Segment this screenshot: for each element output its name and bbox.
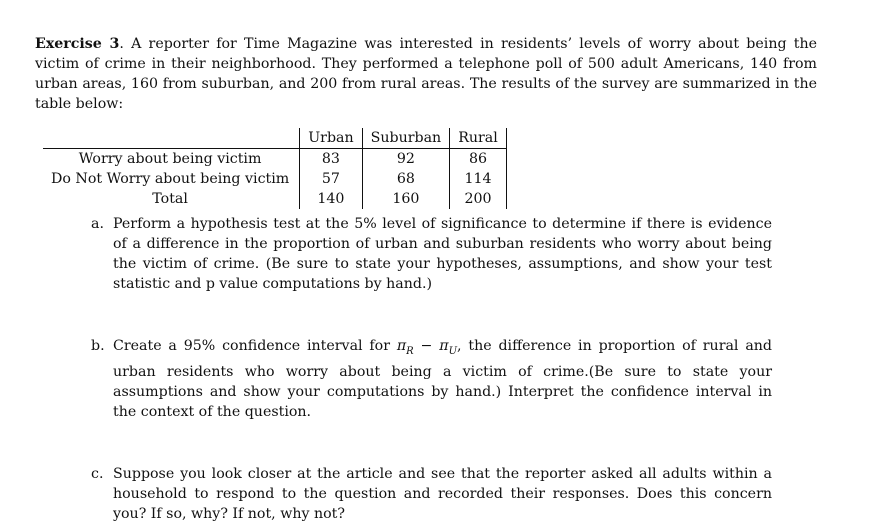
math-pi-r	[396, 338, 414, 357]
exercise-page	[35, 34, 817, 524]
part-c-letter: c.	[91, 465, 104, 482]
row-label-worry: Worry about being victim	[43, 149, 300, 170]
question-part-b	[91, 336, 772, 422]
cell-total-rural: 200	[450, 189, 507, 209]
cell-worry-urban: 83	[300, 149, 362, 170]
part-b-letter: b.	[91, 338, 105, 354]
cell-worry-rural: 86	[450, 149, 507, 170]
cell-not-worry-urban: 57	[300, 169, 362, 189]
column-header-suburban: Suburban	[362, 128, 450, 149]
table-corner	[43, 128, 300, 149]
part-c-text: Suppose you look closer at the article and see that the reporter asked all adults within a household to respond to the question and recorded their responses. Does this concern you? If so, why? If not, why not?	[113, 465, 772, 522]
part-b-text	[113, 336, 772, 422]
cell-total-urban: 140	[300, 189, 362, 209]
table-header-row	[43, 128, 506, 149]
math-pi-u	[439, 338, 458, 357]
exercise-intro	[35, 34, 817, 114]
part-a-letter: a.	[91, 216, 104, 232]
table-row	[43, 169, 506, 189]
pi-u-symbol: π	[439, 338, 449, 354]
cell-not-worry-rural: 114	[450, 169, 507, 189]
question-part-a	[91, 214, 772, 294]
cell-total-suburban: 160	[362, 189, 450, 209]
table-row	[43, 149, 506, 170]
part-a-text: Perform a hypothesis test at the 5% level of significance to determine if there is evidence of a difference in the proportion of urban and suburban residents who worry about being the victim of crime. (Be sure to state your hypotheses, assumptions, and show your test statistic and p value computations by hand.)	[113, 216, 772, 292]
pi-r-symbol: π	[396, 338, 407, 354]
table-row	[43, 189, 506, 209]
part-b-text-after: , the difference in proportion of rural and urban residents who worry about being a victim of crime.(Be sure to state your assumptions and show your computations by hand.) Interpret the confidence interval in the context of the question.	[113, 338, 772, 420]
part-b-text-before: Create a 95% confidence interval for	[113, 338, 397, 354]
question-parts	[91, 214, 772, 524]
minus-sign: −	[413, 338, 440, 354]
survey-table	[43, 128, 507, 209]
question-part-c	[91, 464, 772, 524]
row-label-not-worry: Do Not Worry about being victim	[43, 169, 300, 189]
pi-u-subscript: U	[448, 345, 458, 357]
row-label-total: Total	[43, 189, 300, 209]
exercise-intro-text: . A reporter for Time Magazine was interested in residents’ levels of worry about being the victim of crime in their neighborhood. They performed a telephone poll of 500 adult Americans, 140 from urban areas, 160 from suburban, and 200 from rural areas. The results of the survey are summarized in the table below:	[35, 36, 817, 112]
pi-r-subscript: R	[406, 345, 414, 357]
cell-not-worry-suburban: 68	[362, 169, 450, 189]
column-header-rural: Rural	[450, 128, 507, 149]
exercise-label: Exercise 3	[35, 36, 120, 52]
column-header-urban: Urban	[300, 128, 362, 149]
cell-worry-suburban: 92	[362, 149, 450, 170]
